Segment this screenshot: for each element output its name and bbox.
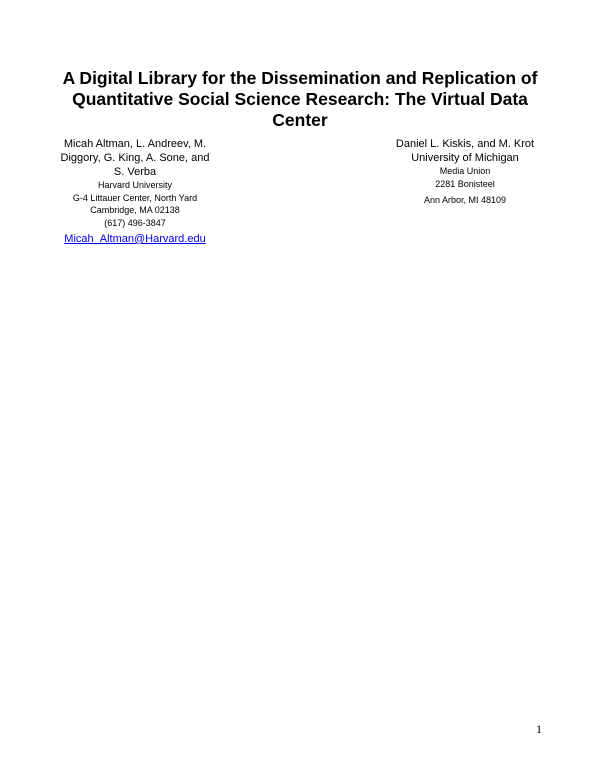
author-affiliation: Harvard University — [97, 180, 173, 190]
author-names — [375, 137, 555, 165]
author-name-line: Diggory, G. King, A. Sone, and — [60, 152, 210, 164]
address-line: Media Union — [439, 166, 491, 176]
author-names — [40, 137, 230, 179]
author-email-link[interactable]: Micah_Altman@Harvard.edu — [64, 233, 206, 245]
author-name-line: Daniel L. Kiskis, and M. Krot — [395, 138, 535, 150]
address-line: Cambridge, MA 02138 — [90, 205, 180, 215]
title-line: Center — [272, 110, 328, 130]
author-name-line: S. Verba — [113, 166, 157, 178]
paper-title — [50, 68, 550, 131]
phone-number: (617) 496-3847 — [104, 217, 166, 228]
author-block-harvard — [40, 137, 230, 246]
author-block-michigan — [375, 137, 555, 207]
author-affiliation: University of Michigan — [411, 152, 519, 164]
address-line: Ann Arbor, MI 48109 — [423, 195, 507, 205]
page-number: 1 — [536, 722, 542, 736]
title-line: A Digital Library for the Dissemination and Replication of — [62, 68, 538, 88]
title-line: Quantitative Social Science Research: The Virtual Data — [72, 89, 528, 109]
author-name-line: Micah Altman, L. Andreev, M. — [63, 138, 207, 150]
address-line: 2281 Bonisteel — [435, 178, 495, 189]
address-line: G-4 Littauer Center, North Yard — [72, 192, 198, 203]
